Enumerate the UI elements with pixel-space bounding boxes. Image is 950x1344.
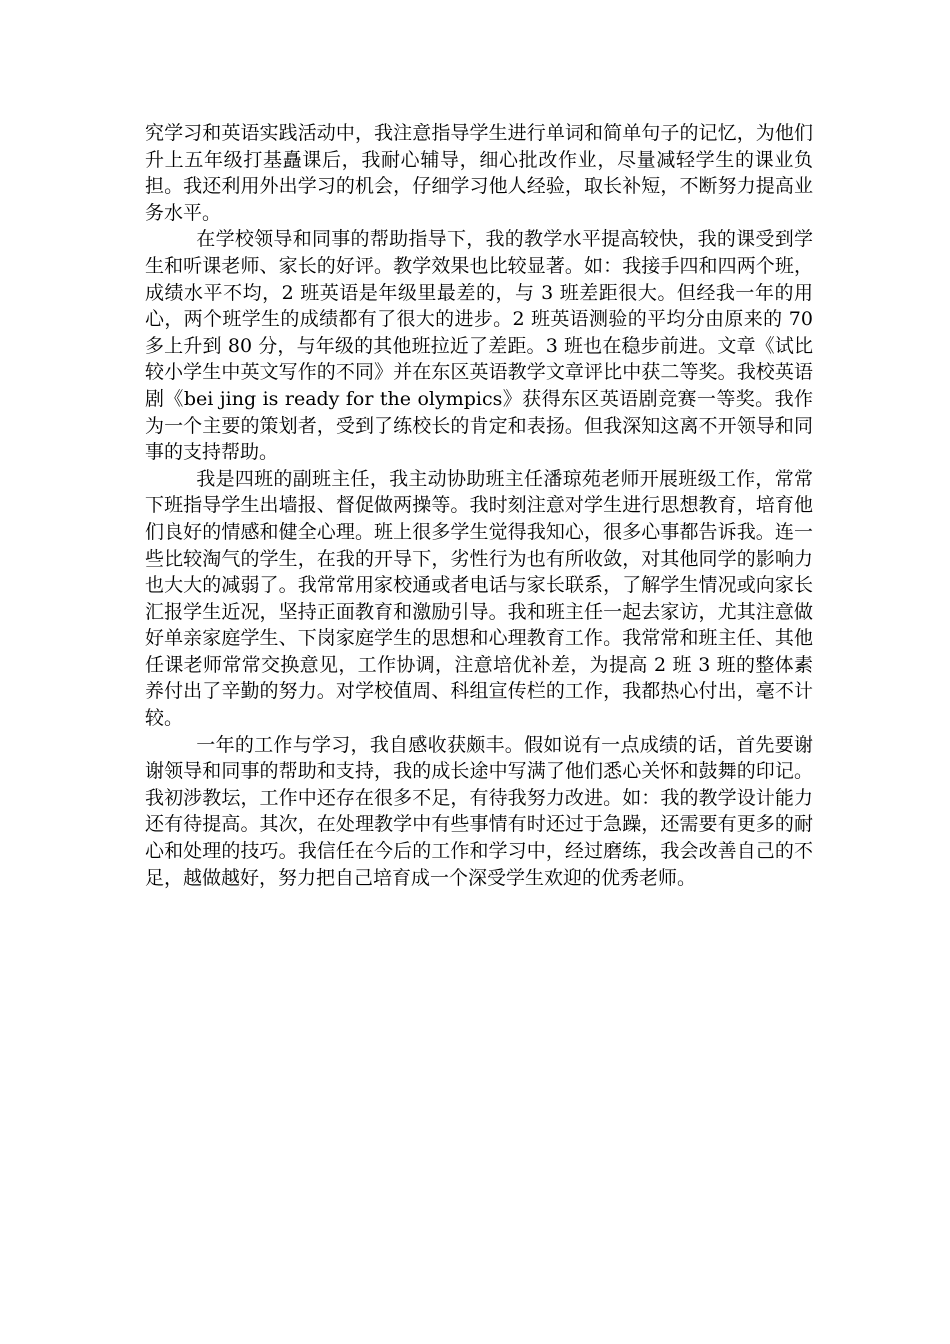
paragraph-class-work: 我是四班的副班主任，我主动协助班主任潘琼苑老师开展班级工作，常常下班指导学生出墙报、督促做两操等。我时刻注意对学生进行思想教育，培育他们良好的情感和健全心理。班上很多学生觉得我知心，很多心事都告诉我。连一些比较淘气的学生，在我的开导下，劣性行为也有所收敛，对其他同学的影响力也大大的减弱了。我常常用家校通或者电话与家长联系，了解学生情况或向家长汇报学生近况，坚持正面教育和激励引导。我和班主任一起去家访，尤其注意做好单亲家庭学生、下岗家庭学生的思想和心理教育工作。我常常和班主任、其他任课老师常常交换意见，工作协调，注意培优补差，为提高 2 班 3 班的整体素养付出了辛勤的努力。对学校值周、科组宣传栏的工作，我都热心付出，毫不计较。 (145, 467, 813, 730)
document-body (145, 120, 813, 891)
paragraph-summary: 一年的工作与学习，我自感收获颇丰。假如说有一点成绩的话，首先要谢谢领导和同事的帮助和支持，我的成长途中写满了他们悉心关怀和鼓舞的印记。我初涉教坛，工作中还存在很多不足，有待我努力改进。如：我的教学设计能力还有待提高。其次，在处理教学中有些事情有时还过于急躁，还需要有更多的耐心和处理的技巧。我信任在今后的工作和学习中，经过磨练，我会改善自己的不足，越做越好，努力把自己培育成一个深受学生欢迎的优秀老师。 (145, 733, 813, 889)
paragraph-continued: 究学习和英语实践活动中，我注意指导学生进行单词和简单句子的记忆，为他们升上五年级打基矗课后，我耐心辅导，细心批改作业，尽量减轻学生的课业负担。我还利用外出学习的机会，仔细学习他人经验，取长补短，不断努力提高业务水平。 (145, 122, 813, 224)
paragraph-teaching-results: 在学校领导和同事的帮助指导下，我的教学水平提高较快，我的课受到学生和听课老师、家长的好评。教学效果也比较显著。如：我接手四和四两个班，成绩水平不均，2 班英语是年级里最差的，与 3 班差距很大。但经我一年的用心，两个班学生的成绩都有了很大的进步。2 班英语测验的平均分由原来的 70 多上升到 80 分，与年级的其他班拉近了差距。3 班也在稳步前进。文章《试比较小学生中英文写作的不同》并在东区英语教学文章评比中获二等奖。我校英语剧《bei jing is ready for the olympics》获得东区英语剧竞赛一等奖。我作为一个主要的策划者，受到了练校长的肯定和表扬。但我深知这离不开领导和同事的支持帮助。 (145, 228, 813, 464)
